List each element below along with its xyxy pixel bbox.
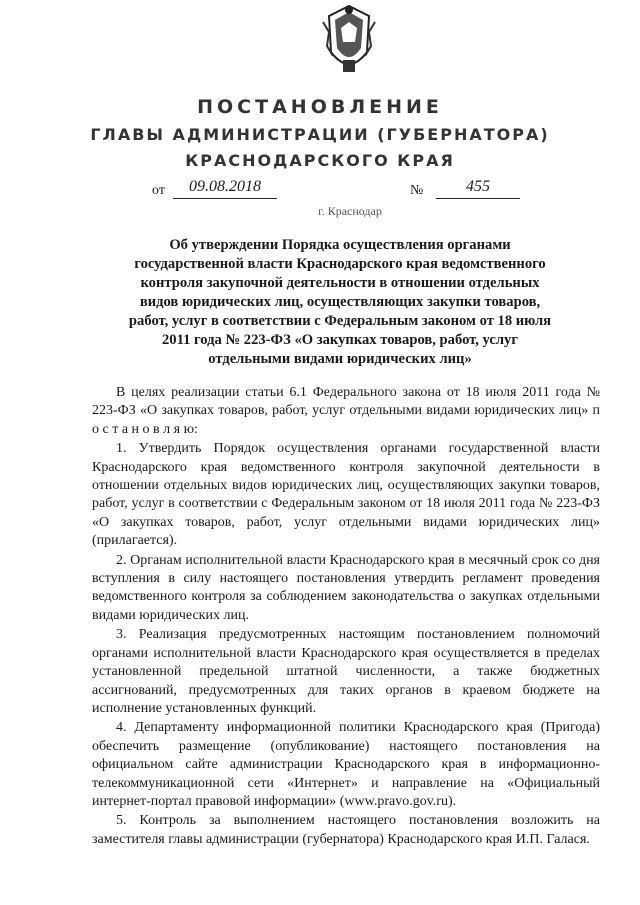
- body-paragraph: 4. Департаменту информационной политики Краснодарского края (Пригода) обеспечить размещение (опубликование) настоящего постановления на официальном сайте администрации Краснодарского края в информационно-телекоммуникационной сети «Интернет» и направление на «Официальный интернет-портал правовой информации» (www.pravo.gov.ru).: [92, 720, 600, 809]
- document-body: [92, 384, 600, 849]
- issuer-heading: ГЛАВЫ АДМИНИСТРАЦИИ (ГУБЕРНАТОРА): [90, 125, 550, 144]
- coat-of-arms-emblem: [321, 2, 377, 78]
- body-paragraph: 3. Реализация предусмотренных настоящим постановлением полномочий органами исполнительной власти Краснодарского края осуществляется в пределах установленной предельной штатной численности, а также бюджетных ассигнований, предусмотренных для таких органов в краевом бюджете на исполнение установленных функций.: [92, 627, 600, 716]
- body-paragraph: 1. Утвердить Порядок осуществления органами государственной власти Краснодарского края ведомственного контроля закупочной деятельности в отношении отдельных видов юридических лиц, осуществляющих закупки товаров, работ, услуг в соответствии с Федеральным законом от 18 июля 2011 года № 223-ФЗ «О закупках товаров, работ, услуг отдельными видами юридических лиц» (прилагается).: [92, 441, 600, 549]
- document-type-heading: ПОСТАНОВЛЕНИЕ: [197, 96, 443, 118]
- number-label: №: [410, 183, 424, 198]
- region-heading: КРАСНОДАРСКОГО КРАЯ: [185, 151, 455, 170]
- date-value: 09.08.2018: [173, 178, 277, 199]
- body-paragraph: 2. Органам исполнительной власти Краснодарского края в месячный срок со дня вступления в силу настоящего постановления утвердить регламент проведения ведомственного контроля за соблюдением законодательства о закупках отдельными видами юридических лиц.: [92, 552, 600, 623]
- number-value: 455: [436, 178, 520, 199]
- body-paragraph: В целях реализации статьи 6.1 Федерального закона от 18 июля 2011 года № 223-ФЗ «О закупках товаров, работ, услуг отдельными видами юридических лиц» п о с т а н о в л я ю:: [92, 385, 600, 437]
- city-label: г. Краснодар: [318, 204, 382, 218]
- body-paragraph: 5. Контроль за выполнением настоящего постановления возложить на заместителя главы администрации (губернатора) Краснодарского края И.П. Галася.: [92, 813, 600, 847]
- date-label: от: [152, 183, 165, 198]
- document-title: Об утверждении Порядка осуществления органами государственной власти Краснодарского края ведомственного контроля закупочной деятельности в отношении отдельных видов юридических лиц, осуществляющих закупки товаров, работ, услуг в соответствии с Федеральным законом от 18 июля 2011 года № 223-ФЗ «О закупках товаров, работ, услуг отдельными видами юридических лиц»: [128, 237, 552, 367]
